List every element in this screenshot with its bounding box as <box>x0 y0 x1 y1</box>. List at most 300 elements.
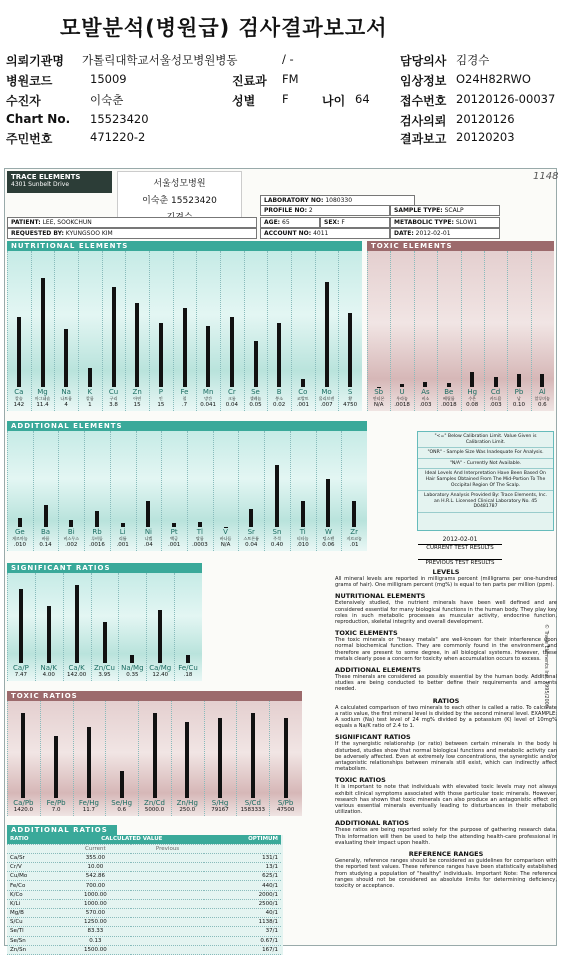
section-paragraph: If the synergistic relationship (or ratio) between certain minerals in the body is disturbed, studies show that normal biological functions and metabolic activity can be adversely affected. Even at extremely low concentrations, the synergistic and/or antagonistic relationships between minerals still exist, which can indirectly affect metabolism. <box>335 741 557 773</box>
element-symbol: P <box>158 388 163 396</box>
element-value: 0.35 <box>126 672 139 678</box>
chart-bar <box>185 722 189 798</box>
chart-bar <box>21 713 25 798</box>
section-heading: ADDITIONAL RATIOS <box>335 819 410 828</box>
header-label: 검사의뢰 <box>400 114 447 128</box>
element-korean: 마그네슘 <box>34 396 51 401</box>
section-paragraph: These ratios are being reported solely for the purpose of gathering research data. This information will then be used to help the attending health-care professional in evaluating their impact upon health. <box>335 827 557 846</box>
patient-name: PATIENT: LEE, SOOKCHUN <box>7 217 257 228</box>
table-cell: S/Cu <box>7 918 60 927</box>
section-heading: RATIOS <box>432 696 460 705</box>
table-cell <box>131 918 204 927</box>
section-paragraph: A calculated comparison of two minerals to each other is called a ratio. To calculate a ratio value, the first mineral level is divided by the second mineral level. EXAMPLE: A sodium (Na) test level of 24 mg% divided by a potassium (K) level of 10mg% equals a Na/K ratio of 2.4 to 1. <box>335 704 557 730</box>
element-symbol: Bi <box>67 528 75 536</box>
table-row <box>7 927 281 936</box>
header-label: 결과보고 <box>400 132 447 146</box>
element-symbol: S <box>347 388 353 396</box>
element-korean: 우라늄 <box>396 396 408 401</box>
element-korean: 납 <box>517 396 521 401</box>
element-korean: 황 <box>348 396 353 401</box>
element-symbol: Fe/Cu <box>178 664 198 672</box>
laboratory-no: LABORATORY NO: 1080330 <box>260 195 415 206</box>
element-value: .04 <box>144 542 153 548</box>
toxic-chart <box>367 251 554 411</box>
copyright-note: © Trace Elements Inc. 1995/2000 <box>543 624 549 709</box>
element-korean: 나트륨 <box>60 396 72 401</box>
table-cell: 1250.00 <box>60 918 132 927</box>
element-symbol: B <box>276 388 282 396</box>
additional-ratios-table: RATIO CALCULATED VALUE OPTIMUM Current Previous Ca/Sr 355.00 131/1 Cr/V 10.00 13/1 Cu/Mo 542.86 625/1 Fe/Co 700.00 440/1 K/Co 1000.00 2000/1 K/Li 1000.00 2500/1 Mg/B 570.00 40/1 S/Cu 1250.00 1138/1 Se/Tl 83.33 37/1 Se/Sn 0.13 0.67/1 Zn/Sn 1500.00 167/1 <box>7 835 283 955</box>
legend-item: "N/A" - Currently Not Available. <box>418 459 553 470</box>
element-symbol: Co <box>298 388 308 396</box>
element-symbol: Na/K <box>40 664 57 672</box>
table-cell: 625/1 <box>204 872 281 881</box>
element-symbol: Ca/K <box>68 664 85 672</box>
chart-bar <box>275 465 279 527</box>
chart-bar <box>254 341 258 387</box>
element-symbol: S/Hg <box>211 799 229 807</box>
header-value: / - <box>282 52 294 66</box>
table-cell: 131/1 <box>204 853 281 862</box>
table-cell <box>131 909 204 918</box>
table-cell: Mg/B <box>7 909 60 918</box>
element-value: 3.8 <box>109 402 118 408</box>
element-korean: 붕소 <box>275 396 284 401</box>
element-symbol: Pb <box>514 388 524 396</box>
element-symbol: Al <box>538 388 546 396</box>
element-korean: 루비듐 <box>91 536 103 541</box>
section-heading: TOXIC RATIOS <box>335 776 386 785</box>
element-value: 250.0 <box>179 807 196 813</box>
chart-column <box>244 251 268 411</box>
chart-bar <box>186 655 190 663</box>
table-cell: Cr/V <box>7 863 60 872</box>
table-cell: 440/1 <box>204 881 281 890</box>
lab-logo: TRACE ELEMENTS 4301 Sunbelt Drive <box>7 171 112 193</box>
table-cell: K/Li <box>7 899 60 908</box>
table-row <box>7 945 281 954</box>
table-cell: 167/1 <box>204 945 281 954</box>
element-korean: 칼슘 <box>14 396 23 401</box>
header-label: 성별 <box>232 94 256 108</box>
chart-bar <box>146 501 150 527</box>
element-korean: 코발트 <box>297 396 309 401</box>
element-symbol: S/Pb <box>277 799 294 807</box>
table-cell: 13/1 <box>204 863 281 872</box>
element-value: .007 <box>320 402 333 408</box>
hospital-stamp: 서울성모병원 이숙춘 15523420 <box>117 171 242 235</box>
element-symbol: Pt <box>170 528 178 536</box>
element-symbol: Fe <box>180 388 189 396</box>
table-cell: Zn/Sn <box>7 945 60 954</box>
toxic-ratios-chart <box>7 701 302 816</box>
chart-bar <box>277 323 281 387</box>
legend-dates: 2012-02-01 CURRENT TEST RESULTS PREVIOUS TEST RESULTS <box>410 536 510 566</box>
header-label: 진료과 <box>232 74 267 88</box>
table-cell: 542.86 <box>60 872 132 881</box>
element-symbol: Ca <box>14 388 24 396</box>
element-korean: 스트론튬 <box>243 536 259 541</box>
header-value: 64 <box>355 92 370 106</box>
chart-bar <box>400 384 404 387</box>
element-value: 12.40 <box>152 672 169 678</box>
element-value: .010 <box>13 542 26 548</box>
table-cell: 2000/1 <box>204 890 281 899</box>
table-cell: 1138/1 <box>204 918 281 927</box>
element-value: .7 <box>181 402 188 408</box>
explanation-text <box>335 564 557 944</box>
chart-bar <box>230 317 234 387</box>
account-no: ACCOUNT NO: 4011 <box>260 228 390 239</box>
chart-bar <box>69 520 73 527</box>
table-row <box>7 890 281 899</box>
element-korean: 바나듐 <box>219 536 232 541</box>
chart-bar <box>517 374 521 387</box>
element-value: 11.4 <box>36 402 49 408</box>
header-value: FM <box>282 72 299 86</box>
element-korean: 인 <box>158 396 163 401</box>
element-korean: 칼륨 <box>85 396 94 401</box>
element-value: N/A <box>220 542 231 548</box>
chart-bar <box>54 736 58 798</box>
table-cell: 0.13 <box>60 936 132 945</box>
legend-item: "<=" Below Calibration Limit. Value Given is Calibration Limit. <box>418 432 553 448</box>
element-symbol: Be <box>444 388 454 396</box>
chart-bar <box>218 718 222 798</box>
chart-column <box>78 251 102 411</box>
section-paragraph: Generally, reference ranges should be considered as guidelines for comparison with the reported test values. These reference ranges have been statistically established from studying a population of "healthy" individuals. Important Note: The reference ranges should not be considered as absolute limits for determining deficiency, toxicity or acceptance. <box>335 858 557 889</box>
chart-bar <box>153 713 157 798</box>
element-value: .003 <box>419 402 432 408</box>
element-value: 0.6 <box>117 807 127 813</box>
element-korean: 구리 <box>109 396 118 401</box>
chart-bar <box>326 479 330 527</box>
chart-bar <box>540 374 544 387</box>
element-korean: 베릴륨 <box>443 396 455 401</box>
section-heading: NUTRITIONAL ELEMENTS <box>335 592 426 601</box>
element-symbol: Se/Hg <box>111 799 133 807</box>
element-korean: 탈륨 <box>195 536 204 541</box>
element-symbol: Cu <box>108 388 119 396</box>
element-symbol: Mn <box>202 388 214 396</box>
table-cell: 700.00 <box>60 881 132 890</box>
element-value: 1583333 <box>240 807 266 813</box>
chart-column <box>507 251 530 411</box>
chart-bar <box>18 518 22 527</box>
header-label: 접수번호 <box>400 94 447 108</box>
chart-bar <box>17 317 21 387</box>
element-value: 0.10 <box>512 402 526 408</box>
element-korean: 니켈 <box>144 536 153 541</box>
element-korean: 수은 <box>468 396 477 401</box>
header-value: 이숙춘 <box>90 93 124 107</box>
chart-bar <box>352 501 356 527</box>
metabolic-type: METABOLIC TYPE: SLOW1 <box>390 217 500 228</box>
section-heading: TOXIC ELEMENTS <box>335 629 398 638</box>
element-value: 0.05 <box>249 402 262 408</box>
table-row <box>7 863 281 872</box>
element-value: 0.40 <box>270 542 284 548</box>
header-value: 471220-2 <box>90 130 146 144</box>
header-value: 20120126 <box>456 112 515 126</box>
chart-column <box>390 251 413 411</box>
element-symbol: Li <box>119 528 126 536</box>
sample-type: SAMPLE TYPE: SCALP <box>390 205 500 216</box>
element-symbol: Ca/P <box>13 664 29 672</box>
chart-column <box>437 251 460 411</box>
header-label: 나이 <box>322 94 346 108</box>
chart-bar <box>135 303 139 387</box>
table-cell <box>131 881 204 890</box>
table-cell: 83.33 <box>60 927 132 936</box>
element-korean: 텅스텐 <box>322 536 335 541</box>
element-symbol: K <box>87 388 93 396</box>
element-korean: 바륨 <box>41 536 50 541</box>
element-symbol: Na/Mg <box>121 664 144 672</box>
element-korean: 안티몬 <box>372 396 385 401</box>
table-row <box>7 881 281 890</box>
table-cell: 1000.00 <box>60 899 132 908</box>
significant-chart <box>7 573 202 681</box>
table-cell: K/Co <box>7 890 60 899</box>
chart-bar <box>64 329 68 387</box>
element-value: 4750 <box>343 402 358 408</box>
handwritten-note: 1148 <box>533 171 559 182</box>
chart-bar <box>112 287 116 387</box>
element-value: .003 <box>489 402 502 408</box>
section-heading: REFERENCE RANGES <box>408 850 484 859</box>
element-value: 15 <box>157 402 165 408</box>
additional-chart <box>7 431 367 551</box>
element-symbol: Ti <box>299 528 306 536</box>
element-value: .001 <box>296 402 309 408</box>
section-heading: SIGNIFICANT RATIOS <box>335 733 411 742</box>
nutritional-heading: NUTRITIONAL ELEMENTS <box>7 241 362 251</box>
element-value: .002 <box>65 542 78 548</box>
element-value: 7.47 <box>14 672 28 678</box>
element-symbol: Tl <box>196 528 203 536</box>
element-symbol: Zn <box>132 388 142 396</box>
element-symbol: Sn <box>272 528 282 536</box>
significant-heading: SIGNIFICANT RATIOS <box>7 563 202 573</box>
element-symbol: Zn/Hg <box>176 799 198 807</box>
element-symbol: Fe/Pb <box>46 799 66 807</box>
element-korean: 주석 <box>273 536 281 541</box>
element-value: 0.08 <box>466 402 479 408</box>
chart-bar <box>206 326 210 387</box>
element-symbol: Zn/Cu <box>94 664 115 672</box>
element-value: 15 <box>133 402 141 408</box>
table-cell: 0.67/1 <box>204 936 281 945</box>
chart-bar <box>87 727 91 798</box>
element-korean: 티타늄 <box>296 536 309 541</box>
chart-bar <box>75 585 79 663</box>
element-korean: 셀레늄 <box>249 396 262 401</box>
chart-bar <box>159 323 163 387</box>
age: AGE: 65 <box>260 217 320 228</box>
element-symbol: Sb <box>374 388 384 396</box>
section-paragraph: The toxic minerals or "heavy metals" are well-known for their interference upon normal biochemical function. They are commonly found in the environment and therefore are present to some degree, in all biological systems. However, these metals clearly pose a concern for toxicity when accumulation occurs to excess. <box>335 637 557 662</box>
chart-bar <box>88 368 92 387</box>
header-value: 가톨릭대학교서울성모병원병동 <box>82 53 238 67</box>
chart-bar <box>44 505 48 527</box>
element-value: 142.00 <box>67 672 87 678</box>
element-value: 4.00 <box>42 672 55 678</box>
header-label: 병원코드 <box>6 74 53 88</box>
additional-ratios-heading: ADDITIONAL RATIOS <box>7 825 117 835</box>
section-paragraph: Extensively studied, the nutrient minerals have been well defined and are considered essential for many biological functions in the human body. They play key roles in such metabolic processes as muscular activity, endocrine function, reproduction, skeletal integrity and overall development. <box>335 600 557 626</box>
table-cell <box>131 927 204 936</box>
header-value: 20120203 <box>456 130 515 144</box>
element-symbol: W <box>324 528 332 536</box>
section-heading: ADDITIONAL ELEMENTS <box>335 666 421 675</box>
chart-bar <box>301 379 305 387</box>
chart-column <box>414 251 437 411</box>
element-value: .01 <box>349 542 359 548</box>
header-value: 15009 <box>90 72 127 86</box>
element-symbol: Se <box>251 388 260 396</box>
element-symbol: Zn/Cd <box>144 799 165 807</box>
section-paragraph: It is important to note that individuals with elevated toxic levels may not always exhibit clinical symptoms associated with those particular toxic minerals. However, research has shown that toxic minerals can also produce an antagonistic effect on various essential minerals eventually leading to disturbances in their metabolic utilization. <box>335 784 557 816</box>
element-korean: 아연 <box>133 396 142 401</box>
table-cell: Cu/Mo <box>7 872 60 881</box>
table-cell: 10.00 <box>60 863 132 872</box>
element-value: 7.0 <box>51 807 61 813</box>
element-symbol: Ba <box>41 528 51 536</box>
element-value: 0.6 <box>537 402 547 408</box>
nutritional-chart <box>7 251 362 411</box>
section-paragraph: These minerals are considered as possibly essential by the human body. Additional studies are being conducted to better define their requirements and amounts needed. <box>335 674 557 693</box>
element-symbol: Hg <box>467 388 478 396</box>
chart-bar <box>103 622 107 663</box>
table-row <box>7 872 281 881</box>
element-korean: 지르코늄 <box>346 536 362 541</box>
table-cell <box>131 872 204 881</box>
element-value: 0.02 <box>273 402 286 408</box>
element-korean: 알루미늄 <box>534 396 551 401</box>
header-label: 주민번호 <box>6 132 53 146</box>
header-label: 의뢰기관명 <box>6 54 64 68</box>
element-value: 0.04 <box>225 402 238 408</box>
header-value: 20120126-00037 <box>456 92 556 106</box>
legend-item: Ideal Levels And Interpretation Have Been Based On Hair Samples Obtained From The Mid-Portion To The Occipital Region Of The Scalp. <box>418 469 553 491</box>
chart-bar <box>284 718 288 798</box>
element-value: .0018 <box>440 402 457 408</box>
header-value: 김경수 <box>456 53 490 67</box>
element-value: 1420.0 <box>13 807 33 813</box>
element-korean: 게르마늄 <box>12 536 28 541</box>
hair-analysis-sheet <box>4 168 559 953</box>
table-row <box>7 853 281 862</box>
element-symbol: U <box>399 388 405 396</box>
element-value: 79167 <box>211 807 229 813</box>
element-symbol: S/Cd <box>244 799 261 807</box>
table-row <box>7 918 281 927</box>
chart-bar <box>120 771 124 798</box>
element-korean: 몰리브덴 <box>318 396 335 401</box>
header-label: Chart No. <box>6 112 71 126</box>
table-cell <box>131 936 204 945</box>
chart-bar <box>423 382 427 387</box>
element-value: N/A <box>373 402 384 408</box>
chart-bar <box>121 523 125 527</box>
element-value: .0003 <box>191 542 208 548</box>
element-symbol: V <box>223 528 228 536</box>
element-value: 3.95 <box>98 672 111 678</box>
element-value: 0.041 <box>200 402 217 408</box>
chart-column <box>291 251 315 411</box>
element-value: .010 <box>296 542 309 548</box>
element-value: 0.14 <box>39 542 52 548</box>
table-cell: Se/Sn <box>7 936 60 945</box>
element-symbol: Ge <box>14 528 25 536</box>
header-label: 임상정보 <box>400 74 447 88</box>
element-value: 1 <box>88 402 92 408</box>
section-heading: LEVELS <box>432 568 460 576</box>
element-value: 4 <box>64 402 68 408</box>
table-cell <box>131 899 204 908</box>
chart-bar <box>325 282 329 387</box>
chart-column <box>531 251 554 411</box>
header-label: 수진자 <box>6 94 41 108</box>
table-cell: 40/1 <box>204 909 281 918</box>
table-cell <box>131 945 204 954</box>
element-symbol: Ca/Pb <box>13 799 34 807</box>
element-symbol: Sr <box>247 528 255 536</box>
element-value: 0.06 <box>322 542 335 548</box>
toxic-ratios-heading: TOXIC RATIOS <box>7 691 302 701</box>
report-date: DATE: 2012-02-01 <box>390 228 500 239</box>
element-value: .001 <box>116 542 129 548</box>
element-symbol: Cd <box>490 388 501 396</box>
element-korean: 리튬 <box>118 536 127 541</box>
chart-bar <box>494 377 498 387</box>
toxic-heading: TOXIC ELEMENTS <box>367 241 554 251</box>
chart-bar <box>470 372 474 387</box>
element-symbol: Mo <box>321 388 332 396</box>
legend-item: "ONR" - Sample Size Was Inadequate For Analysis. <box>418 448 553 459</box>
header-value: F <box>282 92 289 106</box>
element-value: .18 <box>183 672 193 678</box>
element-korean: 비소 <box>421 396 430 401</box>
requested-by: REQUESTED BY: KYUNGSOO KIM <box>7 228 257 239</box>
chart-column <box>461 251 484 411</box>
table-row <box>7 936 281 945</box>
table-cell: Fe/Co <box>7 881 60 890</box>
table-cell: 2500/1 <box>204 899 281 908</box>
report-title: 모발분석(병원급) 검사결과보고서 <box>60 16 388 40</box>
element-korean: 카드뮴 <box>489 396 502 401</box>
profile-no: PROFILE NO: 2 <box>260 205 390 216</box>
element-value: 142 <box>13 402 25 408</box>
chart-bar <box>172 523 176 527</box>
chart-bar <box>198 522 202 527</box>
chart-bar <box>447 383 451 387</box>
element-symbol: Cr <box>227 388 236 396</box>
legend-box <box>417 431 554 531</box>
element-value: 0.04 <box>245 542 258 548</box>
section-paragraph: All mineral levels are reported in milligrams percent (milligrams per one-hundred grams of hair). One milligram percent (mg%) is equal to ten parts per million (ppm). <box>335 576 557 589</box>
table-cell: Se/Tl <box>7 927 60 936</box>
element-symbol: Rb <box>92 528 102 536</box>
element-value: 5000.0 <box>144 807 165 813</box>
table-cell: Ca/Sr <box>7 853 60 862</box>
table-cell: 1500.00 <box>60 945 132 954</box>
element-korean: 백금 <box>170 536 178 541</box>
additional-heading: ADDITIONAL ELEMENTS <box>7 421 367 431</box>
element-symbol: Ca/Mg <box>149 664 172 672</box>
header-value: O24H82RWO <box>456 72 531 86</box>
